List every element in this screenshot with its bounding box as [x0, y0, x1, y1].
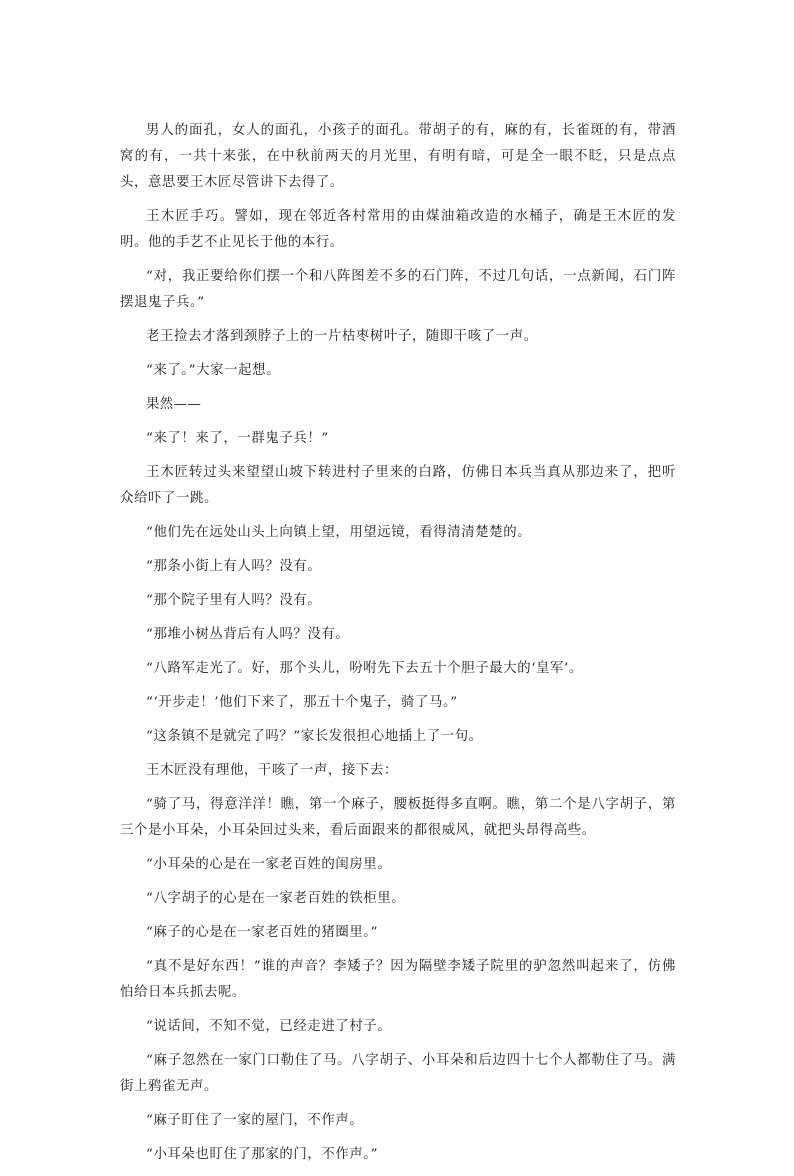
- paragraph: “八路军走光了。好，那个头儿，吩咐先下去五十个胆子最大的‘皇军’。: [146, 661, 583, 676]
- paragraph: 果然——: [146, 397, 202, 412]
- paragraph: “骑了马，得意洋洋！瞧，第一个麻子，腰板挺得多直啊。瞧，第二个是八字胡子，第三个是小耳朵，小耳朵回过头来，看后面跟来的都很威风，就把头昂得高些。: [120, 797, 676, 838]
- paragraph: “麻子的心是在一家老百姓的猪圈里。”: [146, 925, 379, 940]
- paragraph: “他们先在远处山头上向镇上望，用望远镜，看得清清楚楚的。: [146, 525, 532, 540]
- paragraph: “‘开步走！’他们下来了，那五十个鬼子，骑了马。”: [146, 695, 458, 710]
- paragraph: “麻子忽然在一家门口勒住了马。八字胡子、小耳朵和后边四十七个人都勒住了马。满街上鸦雀无声。: [120, 1053, 676, 1094]
- paragraph: “小耳朵也盯住了那家的门，不作声。”: [146, 1147, 379, 1162]
- paragraph: 老王捡去才落到颈脖子上的一片枯枣树叶子，随即干咳了一声。: [146, 329, 538, 344]
- paragraph: “说话间，不知不觉，已经走进了村子。: [146, 1019, 392, 1034]
- paragraph: 王木匠没有理他，干咳了一声，接下去：: [146, 763, 398, 778]
- paragraph: “那堆小树丛背后有人吗？没有。: [146, 627, 350, 642]
- paragraph: “对，我正要给你们摆一个和八阵图差不多的石门阵，不过几句话，一点新闻，石门阵摆退鬼子兵。”: [120, 269, 676, 310]
- paragraph: “来了。”大家一起想。: [146, 363, 281, 378]
- document-page: [120, 118, 676, 1176]
- paragraph: “这条镇不是就完了吗？”家长发很担心地插上了一句。: [146, 729, 483, 744]
- paragraph: “麻子盯住了一家的屋门，不作声。: [146, 1113, 364, 1128]
- paragraph: “真不是好东西！”谁的声音？李矮子？因为隔壁李矮子院里的驴忽然叫起来了，仿佛怕给日本兵抓去呢。: [120, 959, 676, 1000]
- paragraph: “来了！来了，一群鬼子兵！”: [146, 431, 329, 446]
- paragraph: “小耳朵的心是在一家老百姓的闺房里。: [146, 857, 392, 872]
- paragraph: “八字胡子的心是在一家老百姓的铁柜里。: [146, 891, 406, 906]
- paragraph: 王木匠转过头来望望山坡下转进村子里来的白路，仿佛日本兵当真从那边来了，把听众给吓了一跳。: [120, 465, 676, 506]
- paragraph: 王木匠手巧。譬如，现在邻近各村常用的由煤油箱改造的水桶子，确是王木匠的发明。他的手艺不止见长于他的本行。: [120, 209, 676, 250]
- paragraph: “那个院子里有人吗？没有。: [146, 593, 322, 608]
- paragraph: 男人的面孔，女人的面孔，小孩子的面孔。带胡子的有，麻的有，长雀斑的有，带酒窝的有，一共十来张，在中秋前两天的月光里，有明有暗，可是全一眼不眨，只是点点头，意思要王木匠尽管讲下去得了。: [120, 123, 676, 190]
- paragraph: “那条小街上有人吗？没有。: [146, 559, 322, 574]
